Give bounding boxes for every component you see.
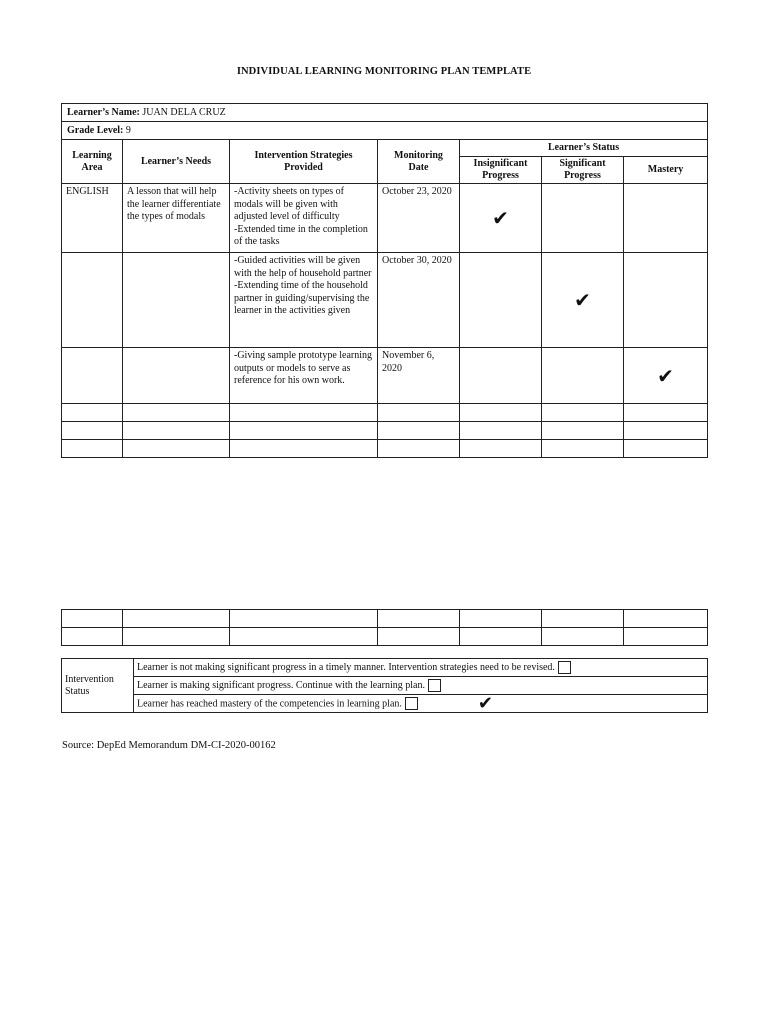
learner-name-label: Learner’s Name: bbox=[67, 107, 140, 118]
table-row bbox=[62, 184, 708, 253]
date-cell: November 6, 2020 bbox=[378, 348, 460, 404]
needs-cell bbox=[123, 348, 230, 404]
grade-level-label: Grade Level: bbox=[67, 125, 124, 136]
grade-level-row bbox=[62, 122, 708, 140]
header-learning-area: Learning Area bbox=[62, 140, 123, 184]
source-note: Source: DepEd Memorandum DM-CI-2020-00162 bbox=[62, 740, 276, 751]
needs-cell bbox=[123, 253, 230, 348]
learning-area-cell bbox=[62, 348, 123, 404]
learning-area-cell: ENGLISH bbox=[62, 184, 123, 253]
status-checkbox[interactable] bbox=[428, 679, 441, 692]
empty-row bbox=[62, 628, 708, 646]
mastery-check-cell bbox=[624, 253, 708, 348]
significant-check-cell bbox=[542, 184, 624, 253]
header-learners-status: Learner’s Status bbox=[460, 140, 708, 157]
significant-check-cell bbox=[542, 253, 624, 348]
needs-cell: A lesson that will help the learner differentiate the types of modals bbox=[123, 184, 230, 253]
insignificant-check-cell bbox=[460, 348, 542, 404]
continuation-table bbox=[61, 609, 708, 646]
table-row bbox=[62, 348, 708, 404]
learner-name-value: JUAN DELA CRUZ bbox=[139, 107, 226, 118]
header-insignificant-progress: Insignificant Progress bbox=[460, 157, 542, 184]
header-mastery: Mastery bbox=[624, 157, 708, 184]
status-checkbox[interactable] bbox=[405, 697, 418, 710]
empty-row bbox=[62, 610, 708, 628]
status-option-text: Learner is making significant progress. Continue with the learning plan. bbox=[137, 679, 425, 691]
learner-name-row bbox=[62, 104, 708, 122]
table-row bbox=[62, 253, 708, 348]
empty-row bbox=[62, 404, 708, 422]
status-checkbox[interactable] bbox=[558, 661, 571, 674]
status-option-continue bbox=[134, 677, 708, 695]
empty-row bbox=[62, 440, 708, 458]
checkmark-icon: ✔ bbox=[477, 692, 493, 714]
status-option-mastery bbox=[134, 692, 708, 714]
monitoring-plan-table bbox=[61, 103, 708, 458]
status-option-text: Learner is not making significant progress in a timely manner. Intervention strategies need to be revised. bbox=[137, 661, 555, 673]
learning-area-cell bbox=[62, 253, 123, 348]
strategy-cell: -Giving sample prototype learning outputs or models to serve as reference for his own work. bbox=[230, 348, 378, 404]
mastery-check-cell bbox=[624, 184, 708, 253]
intervention-status-label: Intervention Status bbox=[62, 659, 134, 713]
document-title: INDIVIDUAL LEARNING MONITORING PLAN TEMPLATE bbox=[236, 66, 532, 77]
grade-level-value: 9 bbox=[123, 125, 131, 136]
checkmark-icon: ✔ bbox=[574, 288, 591, 312]
date-cell: October 30, 2020 bbox=[378, 253, 460, 348]
header-intervention-strategies: Intervention Strategies Provided bbox=[230, 140, 378, 184]
strategy-cell: -Guided activities will be given with the help of household partner -Extending time of the household partner in guiding/supervising the learner in the activities given bbox=[230, 253, 378, 348]
strategy-cell: -Activity sheets on types of modals will be given with adjusted level of difficulty -Extended time in the completion of the tasks bbox=[230, 184, 378, 253]
mastery-check-cell bbox=[624, 348, 708, 404]
empty-row bbox=[62, 422, 708, 440]
significant-check-cell bbox=[542, 348, 624, 404]
insignificant-check-cell bbox=[460, 184, 542, 253]
header-learners-needs: Learner’s Needs bbox=[123, 140, 230, 184]
checkmark-icon: ✔ bbox=[657, 363, 674, 388]
status-option-text: Learner has reached mastery of the competencies in learning plan. bbox=[137, 697, 402, 709]
checkmark-icon: ✔ bbox=[492, 206, 509, 230]
header-significant-progress: Significant Progress bbox=[542, 157, 624, 184]
insignificant-check-cell bbox=[460, 253, 542, 348]
date-cell: October 23, 2020 bbox=[378, 184, 460, 253]
intervention-status-table bbox=[61, 658, 708, 713]
header-monitoring-date: Monitoring Date bbox=[378, 140, 460, 184]
status-option-revise bbox=[134, 659, 708, 677]
